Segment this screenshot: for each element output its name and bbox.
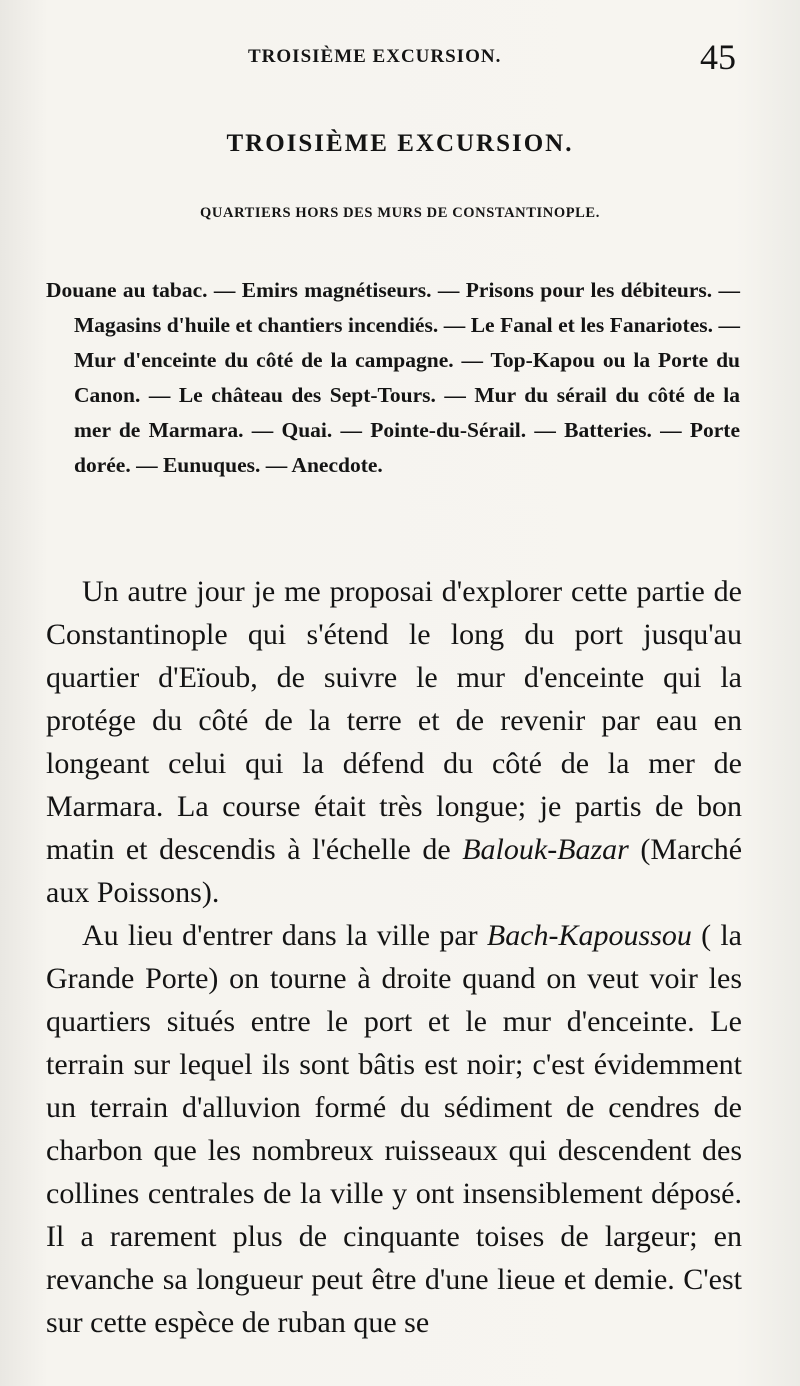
paragraph-1 xyxy=(46,570,742,914)
body-text xyxy=(46,570,742,1344)
chapter-summary xyxy=(46,273,740,483)
chapter-subtitle: QUARTIERS HORS DES MURS DE CONSTANTINOPLE. xyxy=(200,205,600,221)
running-head xyxy=(0,38,800,78)
running-title: TROISIÈME EXCURSION. xyxy=(248,46,502,67)
place-name-balouk-bazar: Balouk-Bazar xyxy=(462,833,629,866)
paragraph-1-text: Un autre jour je me proposai d'explorer cette partie de Constantinople qui s'étend le long du port jusqu'au quartier d'Eïoub, de suivre le mur d'enceinte qui la protége du côté de la terre et de revenir par eau en longeant celui qui la défend du côté de la mer de Marmara. La course était très longue; je partis de bon matin et descendis à l'échelle de xyxy=(46,575,742,866)
paragraph-2-start: Au lieu d'entrer dans la ville par xyxy=(82,919,478,952)
paragraph-1-end: (Marché aux Poissons). xyxy=(46,833,743,909)
paragraph-2 xyxy=(46,914,742,1344)
place-name-bach-kapoussou: Bach-Kapoussou xyxy=(486,919,692,952)
chapter-title: TROISIÈME EXCURSION. xyxy=(226,130,574,157)
summary-text: Douane au tabac. — Emirs magnétiseurs. — Prisons pour les débiteurs. — Magasins d'huile et chantiers incendiés. — Le Fanal et les Fanariotes. — Mur d'enceinte du côté de la campagne. — Top-Kapou ou la Porte du Canon. — Le château des Sept-Tours. — Mur du sérail du côté de la mer de Marmara. — Quai. — Pointe-du-Sérail. — Batteries. — Porte dorée. — Eunuques. — Anecdote. xyxy=(46,278,740,477)
page-number: 45 xyxy=(700,37,736,77)
paragraph-2-rest: ( la Grande Porte) on tourne à droite quand on veut voir les quartiers situés entre le port et le mur d'enceinte. Le terrain sur lequel ils sont bâtis est noir; c'est évidemment un terrain d'alluvion formé du sédiment de cendres de charbon que les nombreux ruisseaux qui descendent des collines centrales de la ville y ont insensiblement déposé. Il a rarement plus de cinquante toises de largeur; en revanche sa longueur peut être d'une lieue et demie. C'est sur cette espèce de ruban que se xyxy=(46,919,742,1339)
